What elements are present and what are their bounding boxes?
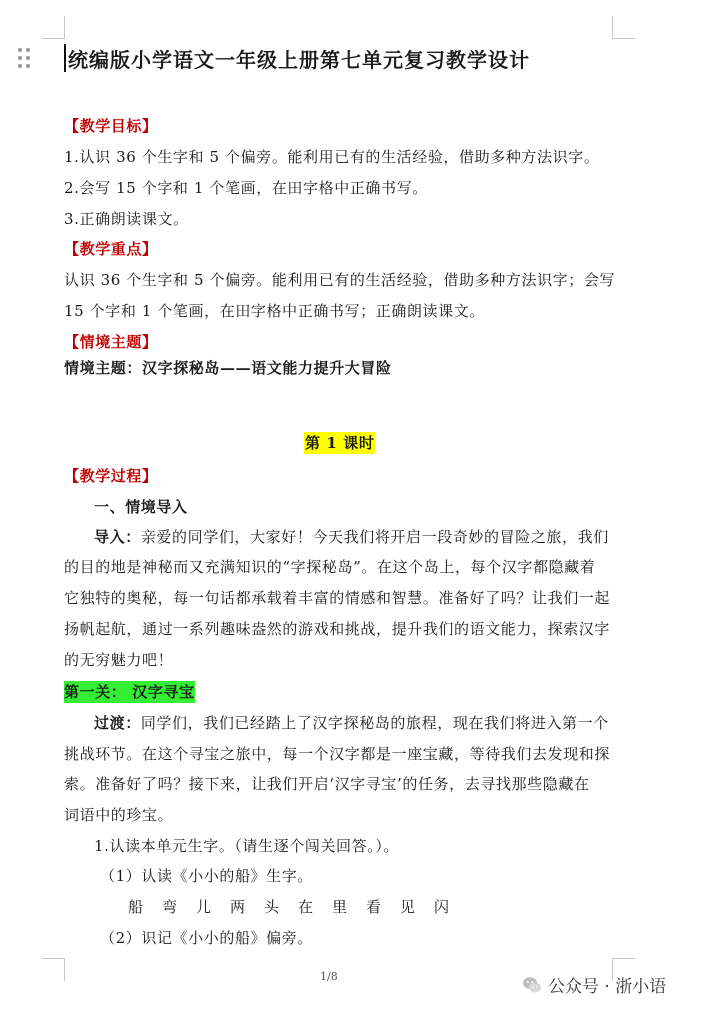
transition-line-1 (94, 713, 609, 733)
heading-focus: 【教学重点】 (64, 240, 158, 258)
intro-line-3: 它独特的奥秘，每一句话都承载着丰富的情感和智慧。准备好了吗？让我们一起 (64, 589, 611, 607)
subtask-1: （1）认读《小小的船》生字。 (100, 867, 313, 885)
level-1-highlight: 第一关： 汉字寻宝 (64, 683, 195, 701)
goal-2: 2.会写 15 个字和 1 个笔画，在田字格中正确书写。 (64, 179, 428, 197)
goal-1: 1.认识 36 个生字和 5 个偏旁。能利用已有的生活经验，借助多种方法识字。 (64, 148, 600, 166)
heading-goals: 【教学目标】 (64, 117, 158, 135)
character-list: 船 弯 儿 两 头 在 里 看 见 闪 (128, 898, 452, 916)
watermark (522, 972, 666, 997)
heading-theme: 【情境主题】 (64, 333, 158, 351)
theme-text: 情境主题：汉字探秘岛——语文能力提升大冒险 (64, 359, 392, 377)
transition-line-2: 挑战环节。在这个寻宝之旅中，每一个汉字都是一座宝藏，等待我们去发现和探 (64, 745, 611, 763)
watermark-text: 公众号 · 浙小语 (548, 977, 667, 997)
intro-label: 导入： (94, 528, 141, 546)
transition-line-4: 词语中的珍宝。 (64, 806, 174, 824)
goal-3: 3.正确朗读课文。 (64, 210, 189, 228)
lesson-highlight: 第 1 课时 (305, 434, 375, 452)
lesson-label (304, 433, 375, 453)
transition-line-3: 索。准备好了吗？接下来，让我们开启‘汉字寻宝’的任务，去寻找那些隐藏在 (64, 775, 590, 793)
intro-text-1: 亲爱的同学们，大家好！今天我们将开启一段奇妙的冒险之旅，我们 (140, 528, 609, 546)
crop-mark-bottom-left (42, 958, 65, 981)
wechat-icon (522, 975, 542, 995)
intro-line-4: 扬帆起航，通过一系列趣味盎然的游戏和挑战，提升我们的语文能力，探索汉字 (64, 620, 611, 638)
heading-process: 【教学过程】 (64, 467, 158, 485)
page-number: 1/8 (320, 970, 338, 983)
transition-label: 过渡： (94, 714, 141, 732)
subtask-2: （2）识记《小小的船》偏旁。 (100, 929, 313, 947)
crop-mark-top-left (42, 16, 65, 39)
level-1-label (64, 682, 195, 702)
section-1-heading: 一、情境导入 (94, 498, 188, 516)
focus-line-1: 认识 36 个生字和 5 个偏旁。能利用已有的生活经验，借助多种方法识字；会写 (64, 271, 616, 289)
transition-text-1: 同学们，我们已经踏上了汉字探秘岛的旅程，现在我们将进入第一个 (140, 714, 609, 732)
text-cursor (64, 44, 66, 72)
crop-mark-top-right (612, 16, 635, 39)
focus-line-2: 15 个字和 1 个笔画，在田字格中正确书写；正确朗读课文。 (64, 302, 485, 320)
document-title[interactable]: 统编版小学语文一年级上册第七单元复习教学设计 (68, 48, 530, 72)
intro-line-2: 的目的地是神秘而又充满知识的“字探秘岛”。在这个岛上，每个汉字都隐藏着 (64, 558, 596, 576)
drag-handle-icon[interactable] (18, 48, 32, 70)
intro-line-5: 的无穷魅力吧！ (64, 651, 174, 669)
task-1: 1.认读本单元生字。（请生逐个闯关回答。）。 (94, 837, 400, 855)
intro-line-1 (94, 527, 609, 547)
